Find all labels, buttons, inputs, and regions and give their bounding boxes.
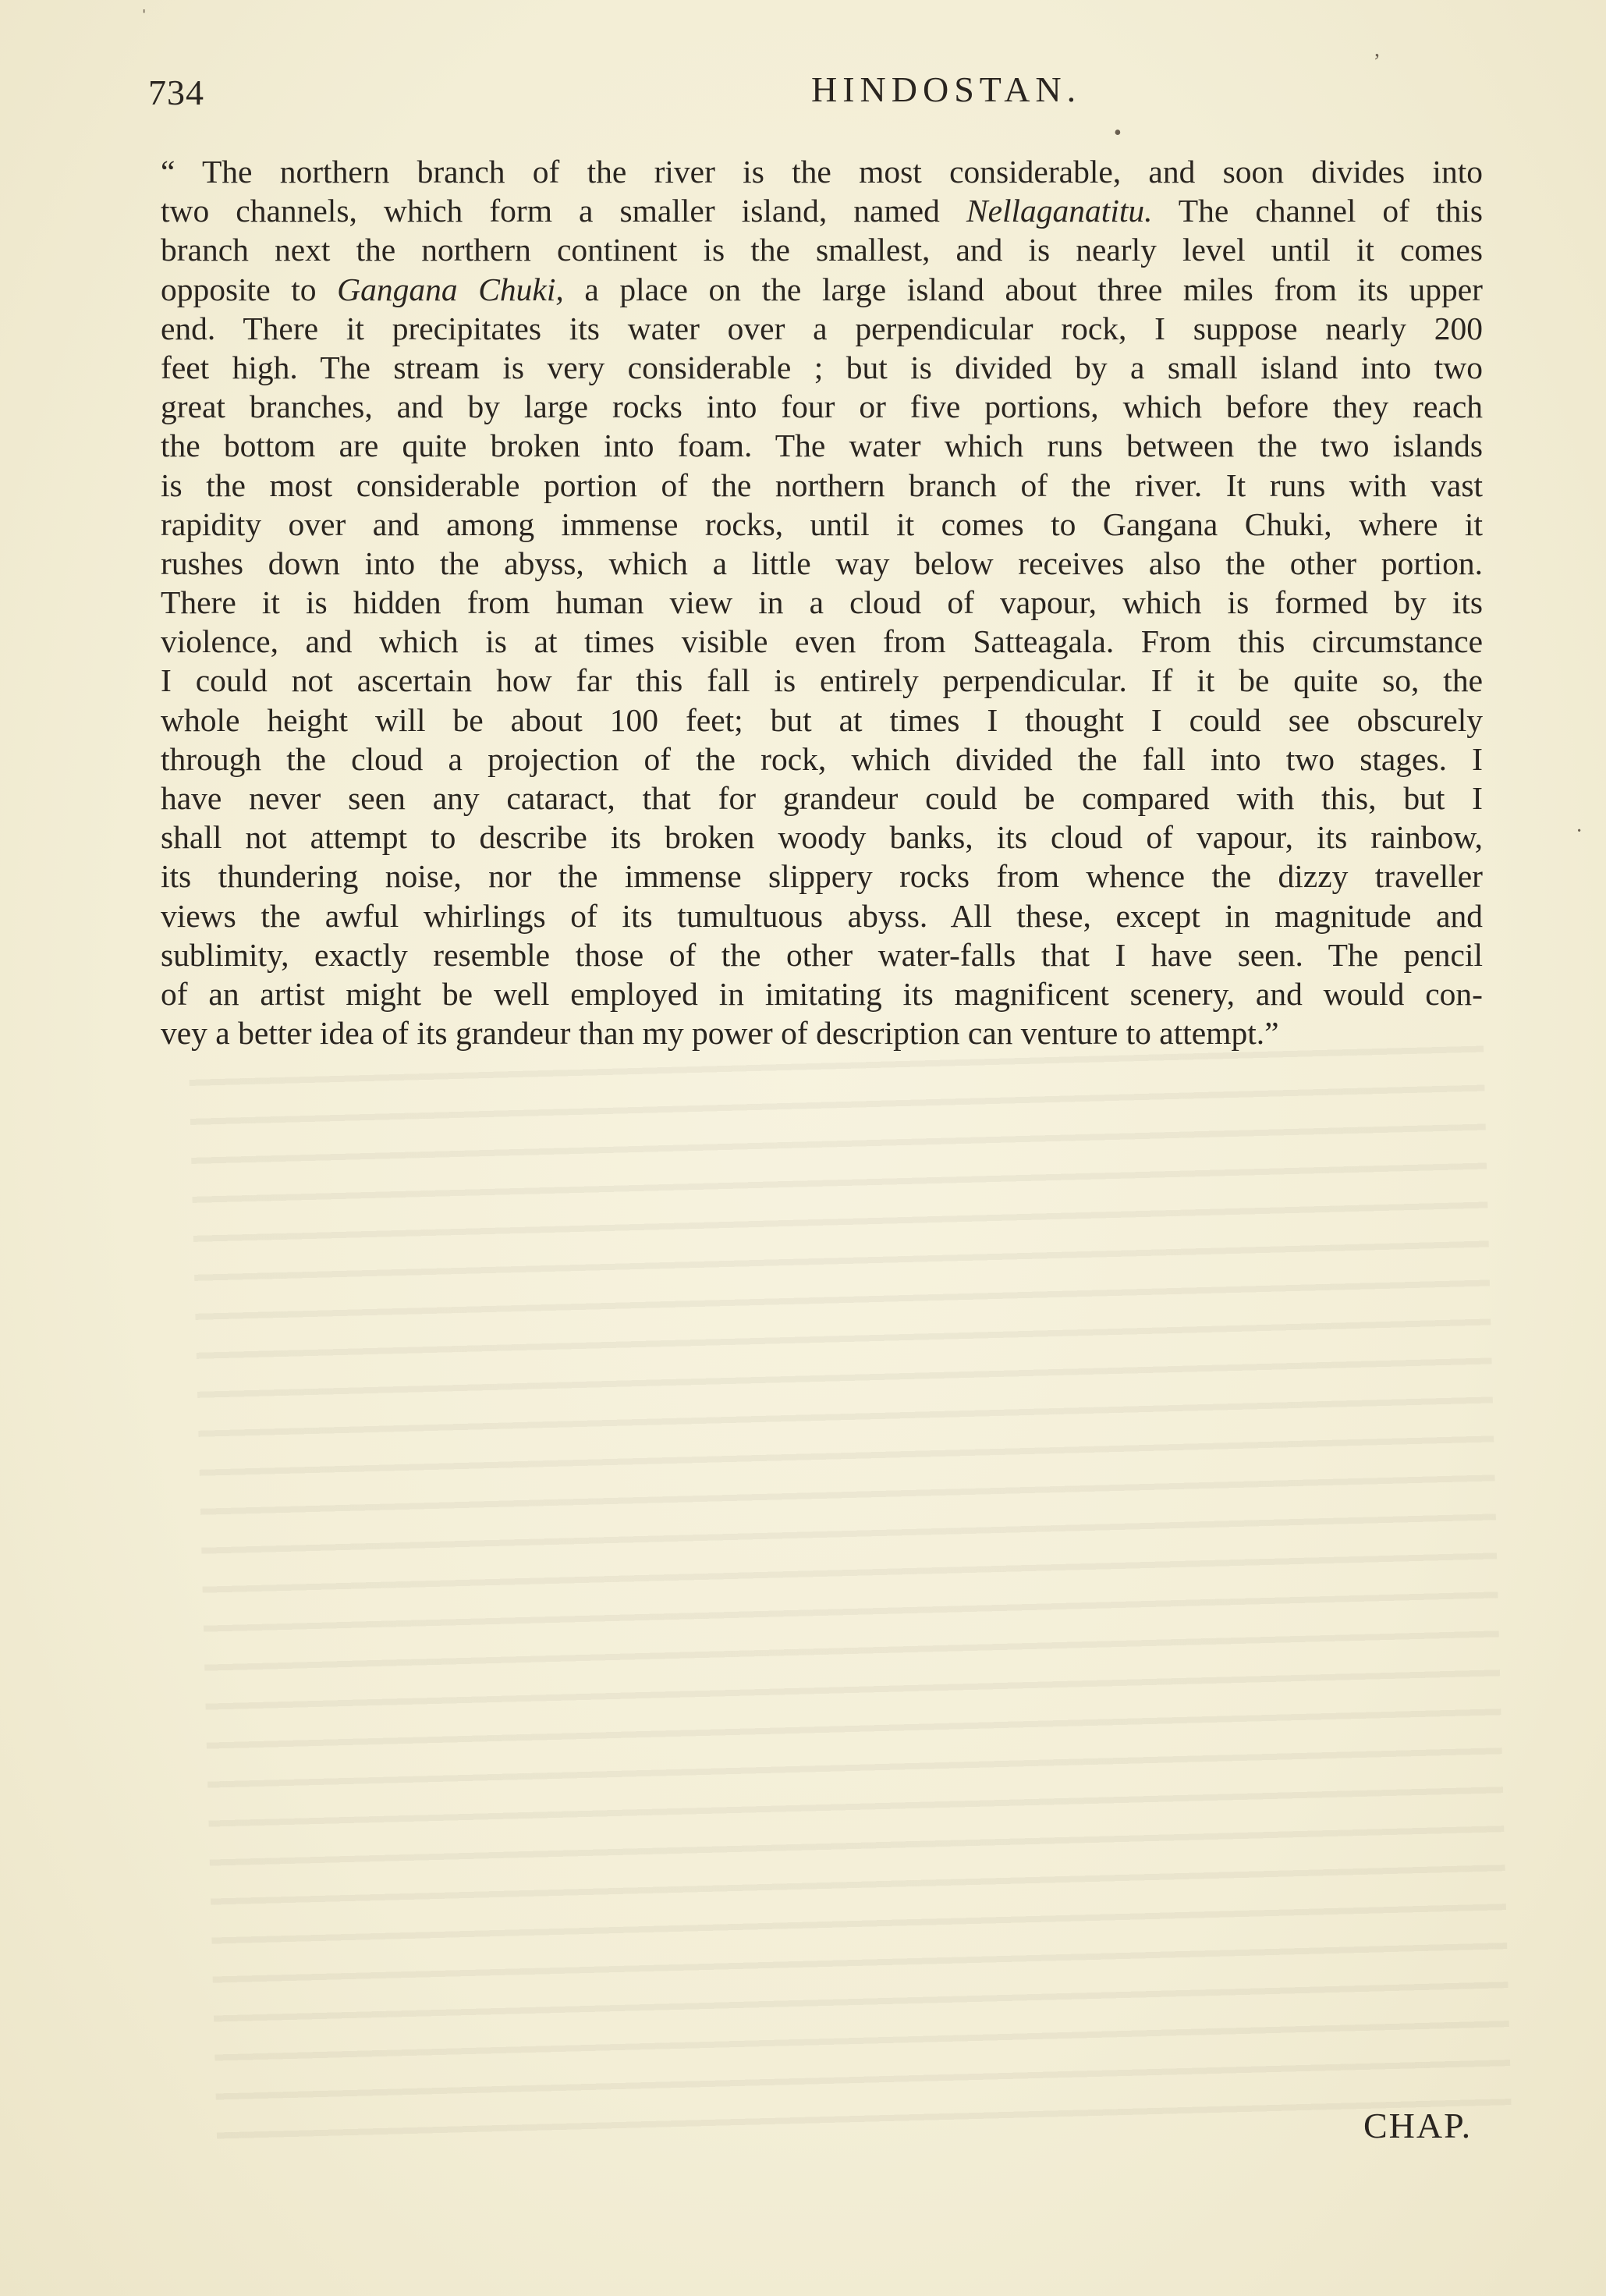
page-header xyxy=(148,69,1490,115)
specks: • xyxy=(1114,121,1122,145)
text-line: opposite to Gangana Chuki, a place on the large island about three miles from its upper xyxy=(161,271,1483,307)
text-line: two channels, which form a smaller island, named Nellaganatitu. The channel of this xyxy=(161,193,1483,229)
text-line: violence, and which is at times visible even from Satteagala. From this circumstance xyxy=(161,623,1483,660)
page-number: 734 xyxy=(148,73,204,112)
text-line: is the most considerable portion of the northern branch of the river. It runs with vast xyxy=(161,467,1483,503)
catchword: CHAP. xyxy=(1363,2106,1473,2145)
text-line: end. There it precipitates its water over a perpendicular rock, I suppose nearly 200 xyxy=(161,310,1483,346)
show-through-text xyxy=(189,1029,1512,2155)
text-line: have never seen any cataract, that for grandeur could be compared with this, but I xyxy=(161,780,1483,816)
running-title: HINDOSTAN. xyxy=(811,69,1082,109)
text-line: branch next the northern continent is the smallest, and is nearly level until it comes xyxy=(161,232,1483,268)
text-line: I could not ascertain how far this fall is entirely perpendicular. If it be quite so, the xyxy=(161,662,1483,699)
text-line: whole height will be about 100 feet; but at times I thought I could see obscurely xyxy=(161,701,1483,738)
text-line: “ The northern branch of the river is the most considerable, and soon divides into xyxy=(161,154,1483,190)
quoted-paragraph xyxy=(161,152,1483,1052)
text-line: feet high. The stream is very considerable ; but is divided by a small island into two xyxy=(161,349,1483,385)
specks: ˈ xyxy=(140,6,148,30)
text-line: the bottom are quite broken into foam. The water which runs between the two islands xyxy=(161,428,1483,464)
italic-place-name: Nellaganatitu. xyxy=(966,193,1153,229)
text-line: sublimity, exactly resemble those of the other water-falls that I have seen. The pencil xyxy=(161,936,1483,973)
text-line: great branches, and by large rocks into four or five portions, which before they reach xyxy=(161,389,1483,425)
text-line: through the cloud a projection of the rock, which divided the fall into two stages. I xyxy=(161,740,1483,777)
text-line: rushes down into the abyss, which a little way below receives also the other portion. xyxy=(161,545,1483,581)
text-line: its thundering noise, nor the immense slippery rocks from whence the dizzy traveller xyxy=(161,858,1483,895)
text-line: of an artist might be well employed in imitating its magnificent scenery, and would con- xyxy=(161,975,1483,1012)
text-line: rapidity over and among immense rocks, until it comes to Gangana Chuki, where it xyxy=(161,506,1483,542)
text-line: shall not attempt to describe its broken woody banks, its cloud of vapour, its rainbow, xyxy=(161,819,1483,856)
italic-place-name: Gangana Chuki, xyxy=(337,271,564,307)
specks: · xyxy=(1576,819,1583,843)
text-line: vey a better idea of its grandeur than my power of description can venture to attempt.” xyxy=(161,1015,1279,1052)
specks: , xyxy=(1374,37,1380,62)
text-line: views the awful whirlings of its tumultuous abyss. All these, except in magnitude and xyxy=(161,897,1483,934)
text-line: There it is hidden from human view in a cloud of vapour, which is formed by its xyxy=(161,584,1483,621)
